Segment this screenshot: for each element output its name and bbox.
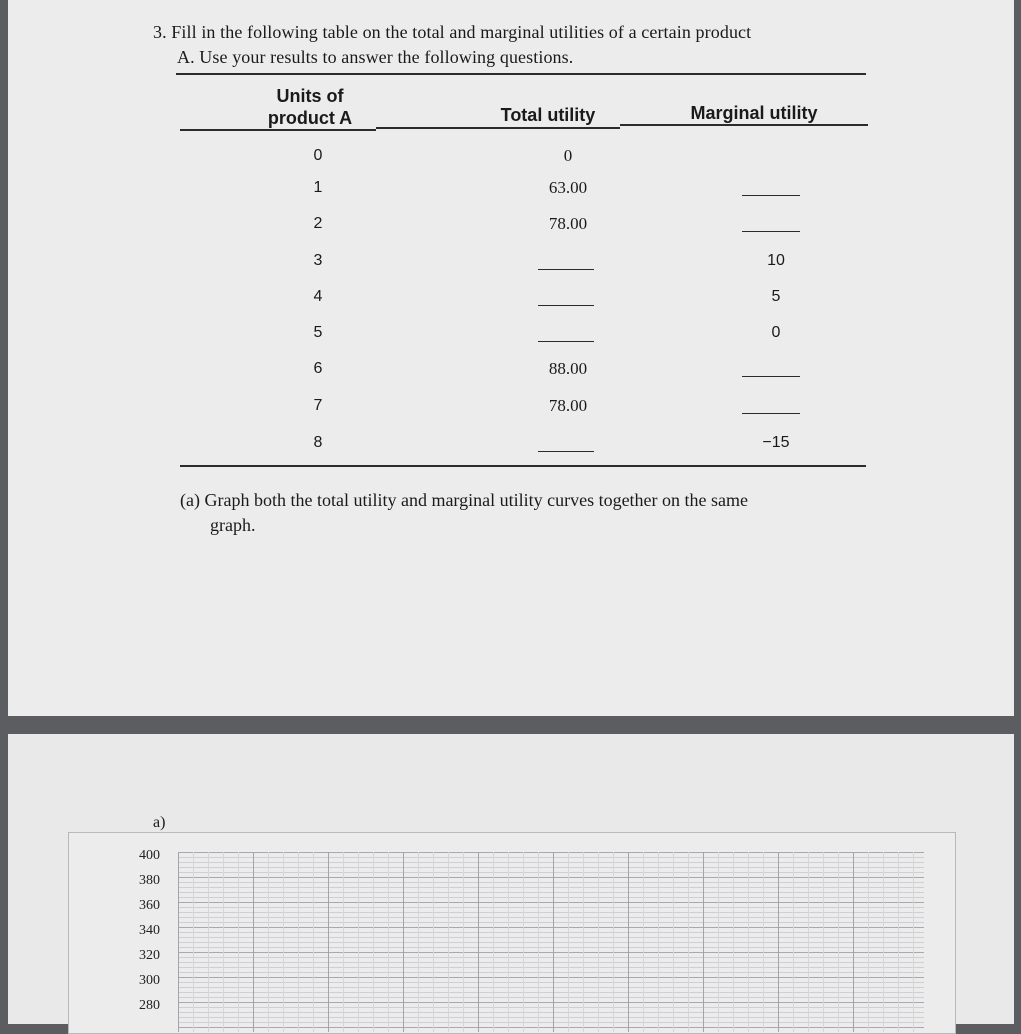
marginal-utility-cell: −15 bbox=[762, 434, 790, 451]
header-units bbox=[245, 85, 375, 129]
marginal-utility-blank[interactable] bbox=[742, 376, 800, 377]
header-units-line-2: product A bbox=[267, 108, 353, 128]
total-utility-cell: 0 bbox=[563, 146, 573, 165]
units-cell: 4 bbox=[313, 288, 323, 305]
marginal-utility-blank[interactable] bbox=[742, 413, 800, 414]
part-a-line-1: (a) Graph both the total utility and marginal utility curves together on the same bbox=[180, 490, 749, 510]
total-utility-blank[interactable] bbox=[538, 341, 594, 342]
units-cell: 5 bbox=[313, 324, 323, 341]
y-tick-label: 320 bbox=[139, 948, 160, 963]
part-a-line-2: graph. bbox=[210, 515, 256, 535]
table-top-rule bbox=[176, 73, 866, 75]
y-tick-label: 360 bbox=[139, 898, 160, 913]
total-utility-cell: 78.00 bbox=[548, 214, 588, 233]
header-total-utility: Total utility bbox=[500, 105, 596, 125]
graph-label: a) bbox=[153, 814, 166, 831]
units-cell: 7 bbox=[313, 397, 323, 414]
header-rule-units bbox=[180, 129, 376, 131]
y-tick-label: 380 bbox=[139, 873, 160, 888]
units-cell: 3 bbox=[313, 252, 323, 269]
table-bottom-rule bbox=[180, 465, 866, 467]
question-line-2: A. Use your results to answer the following questions. bbox=[177, 47, 574, 67]
graph-page bbox=[8, 734, 1014, 1024]
marginal-utility-cell: 5 bbox=[771, 288, 781, 305]
total-utility-cell: 78.00 bbox=[548, 396, 588, 415]
marginal-utility-blank[interactable] bbox=[742, 231, 800, 232]
units-cell: 1 bbox=[313, 179, 323, 196]
total-utility-blank[interactable] bbox=[538, 305, 594, 306]
total-utility-blank[interactable] bbox=[538, 269, 594, 270]
units-cell: 8 bbox=[313, 434, 323, 451]
worksheet-page bbox=[8, 0, 1014, 716]
y-tick-label: 400 bbox=[139, 848, 160, 863]
marginal-utility-cell: 0 bbox=[771, 324, 781, 341]
question-line-1: 3. Fill in the following table on the total and marginal utilities of a certain product bbox=[153, 22, 752, 42]
part-a-text bbox=[180, 488, 880, 538]
marginal-utility-blank[interactable] bbox=[742, 195, 800, 196]
units-cell: 0 bbox=[313, 147, 323, 164]
question-text bbox=[153, 20, 883, 70]
y-tick-label: 340 bbox=[139, 923, 160, 938]
header-rule-marginal bbox=[620, 124, 868, 126]
header-units-line-1: Units of bbox=[276, 86, 344, 106]
y-tick-label: 300 bbox=[139, 973, 160, 988]
header-marginal-utility: Marginal utility bbox=[690, 103, 818, 123]
total-utility-cell: 88.00 bbox=[548, 359, 588, 378]
total-utility-cell: 63.00 bbox=[548, 178, 588, 197]
header-rule-total bbox=[376, 127, 620, 129]
total-utility-blank[interactable] bbox=[538, 451, 594, 452]
units-cell: 2 bbox=[313, 215, 323, 232]
y-tick-label: 280 bbox=[139, 998, 160, 1013]
graph-grid[interactable] bbox=[178, 852, 924, 1032]
units-cell: 6 bbox=[313, 360, 323, 377]
marginal-utility-cell: 10 bbox=[767, 252, 785, 269]
